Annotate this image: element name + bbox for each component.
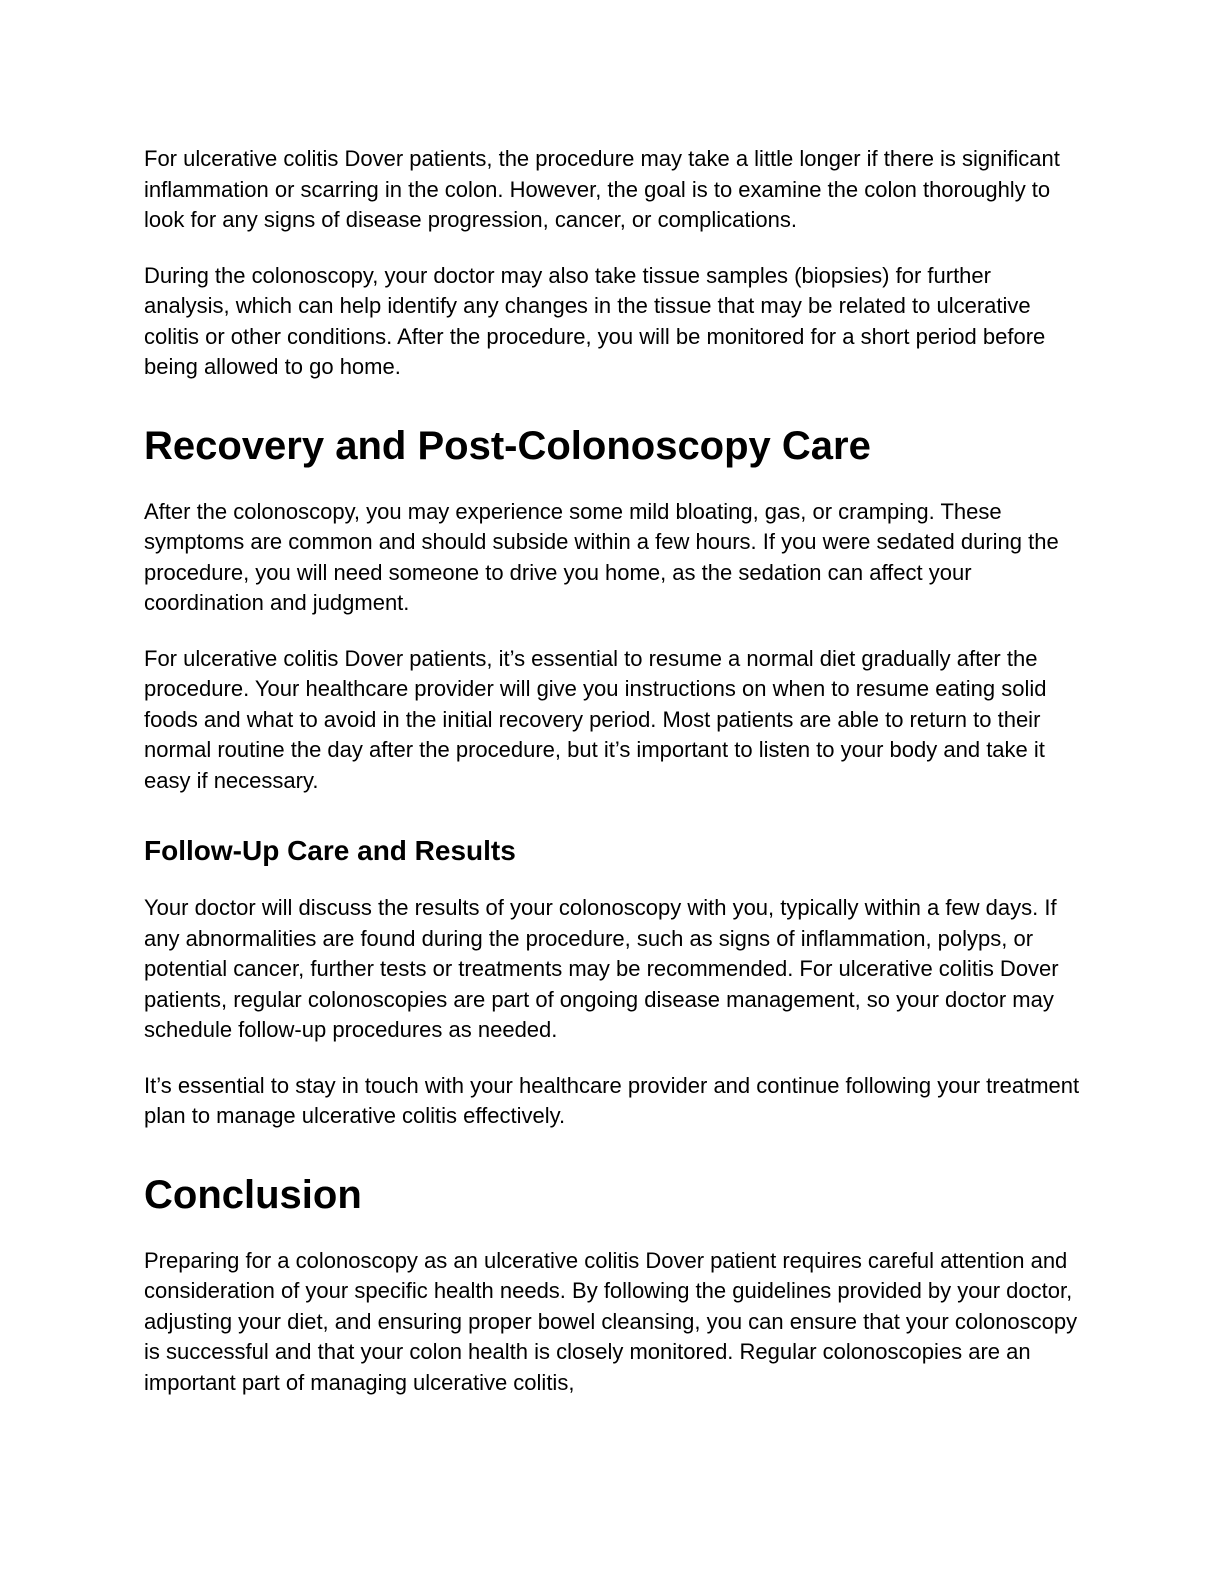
subsection-heading-follow-up: Follow-Up Care and Results <box>144 835 516 866</box>
paragraph-biopsies: During the colonoscopy, your doctor may also take tissue samples (biopsies) for further analysis, which can help identify any changes in the tissue that may be related to ulcerative colitis or other conditions. After the procedure, you will be monitored for a short period before being allowed to go home. <box>144 262 1046 379</box>
paragraph-procedure-duration: For ulcerative colitis Dover patients, the procedure may take a little longer if there is significant inflammation or scarring in the colon. However, the goal is to examine the colon thoroughly to look for any signs of disease progression, cancer, or complications. <box>144 146 1060 232</box>
section-heading-recovery-care: Recovery and Post-Colonoscopy Care <box>144 423 871 468</box>
paragraph-after-colonoscopy: After the colonoscopy, you may experience some mild bloating, gas, or cramping. These symptoms are common and should subside within a few hours. If you were sedated during the procedure, you will need someone to drive you home, as the sedation can affect your coordination and judgment. <box>144 498 1059 615</box>
paragraph-stay-in-touch: It’s essential to stay in touch with your healthcare provider and continue following your treatment plan to manage ulcerative colitis effectively. <box>144 1072 1080 1128</box>
paragraph-resume-diet: For ulcerative colitis Dover patients, it’s essential to resume a normal diet gradually after the procedure. Your healthcare provider will give you instructions on when to resume eating solid foods and what to avoid in the initial recovery period. Most patients are able to return to their normal routine the day after the procedure, but it’s important to listen to your body and take it easy if necessary. <box>144 645 1047 793</box>
paragraph-results-discussion: Your doctor will discuss the results of your colonoscopy with you, typically within a few days. If any abnormalities are found during the procedure, such as signs of inflammation, polyps, or potential cancer, further tests or treatments may be recommended. For ulcerative colitis Dover patients, regular colonoscopies are part of ongoing disease management, so your doctor may schedule follow-up procedures as needed. <box>144 895 1059 1042</box>
section-heading-conclusion: Conclusion <box>144 1172 362 1217</box>
paragraph-conclusion: Preparing for a colonoscopy as an ulcerative colitis Dover patient requires careful attention and consideration of your specific health needs. By following the guidelines provided by your doctor, adjusting your diet, and ensuring proper bowel cleansing, you can ensure that your colonoscopy is successful and that your colon health is closely monitored. Regular colonoscopies are an important part of managing ulcerative colitis, <box>144 1247 1078 1395</box>
